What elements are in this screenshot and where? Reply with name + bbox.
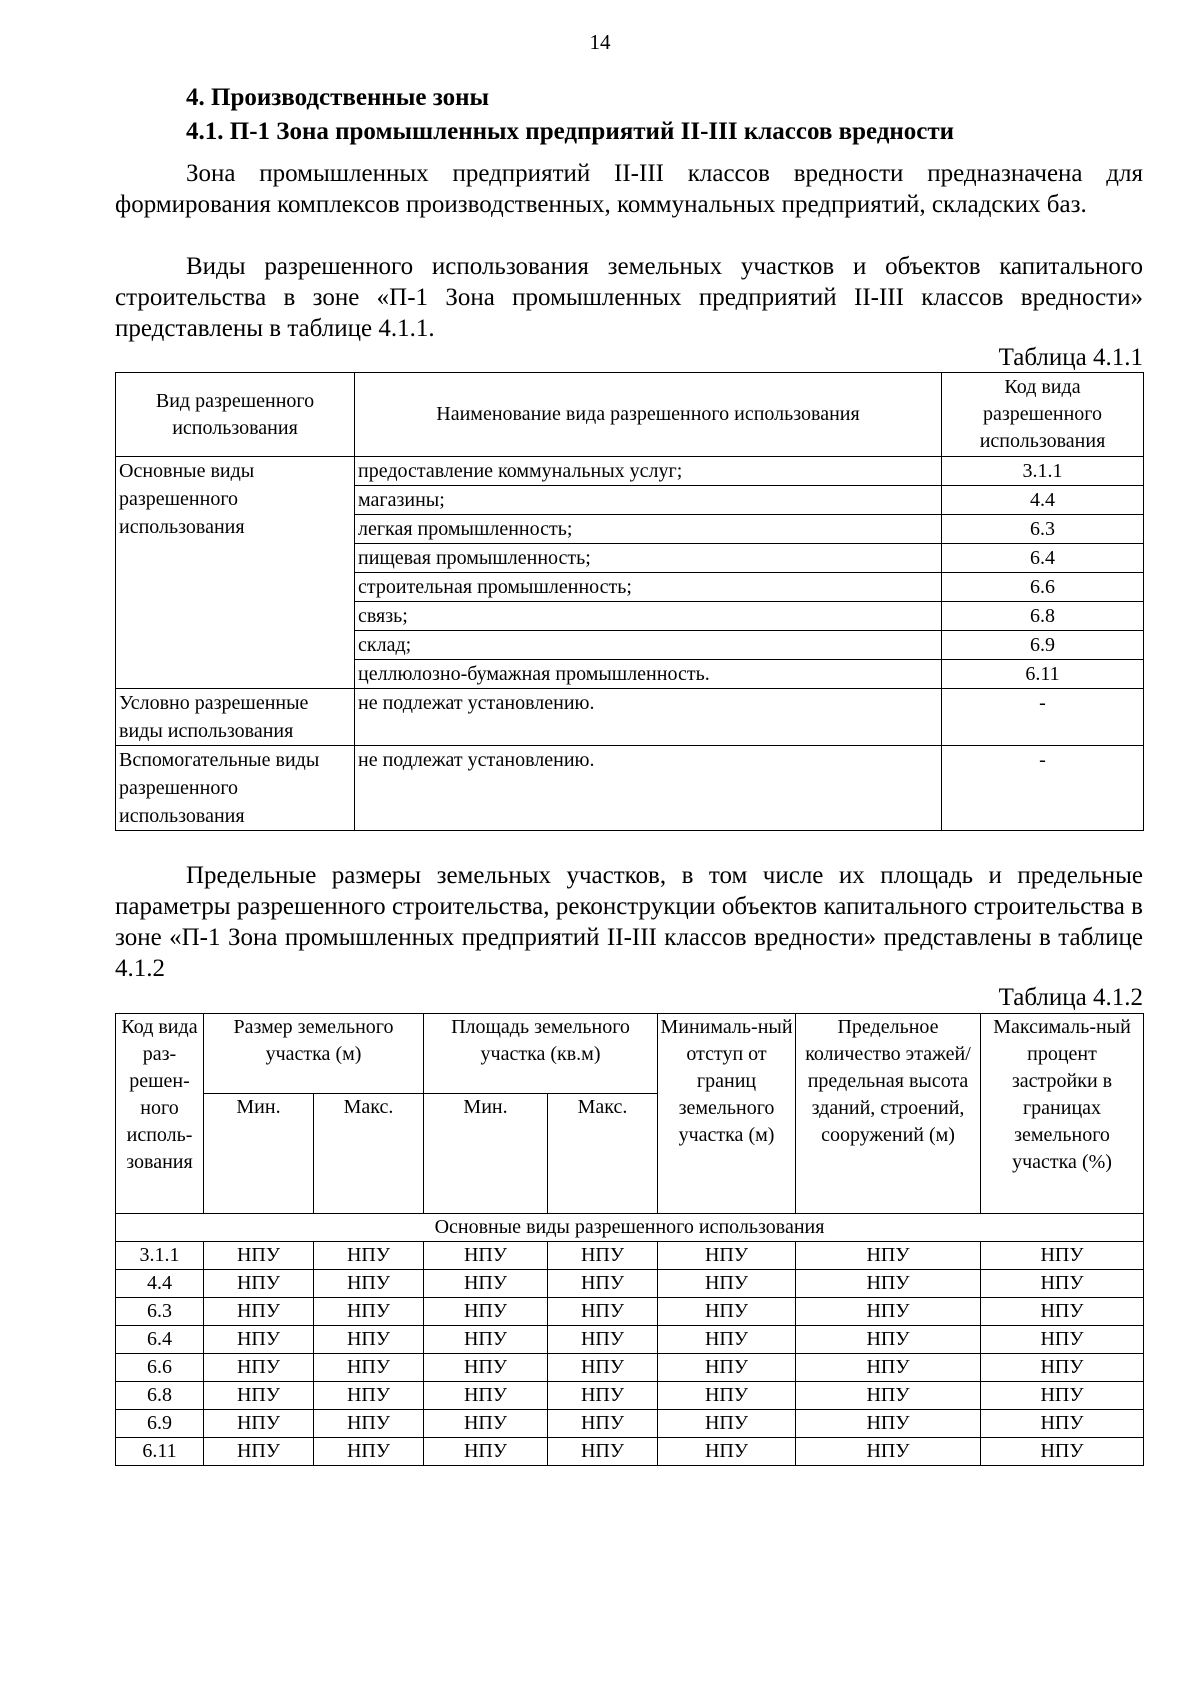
row-value: НПУ — [314, 1438, 424, 1466]
row-value: НПУ — [658, 1354, 796, 1382]
table-row — [116, 1326, 1144, 1354]
table-row — [116, 457, 1144, 486]
row-value: НПУ — [658, 1270, 796, 1298]
row-value: НПУ — [981, 1382, 1144, 1410]
header-use-name: Наименование вида разрешенного использования — [355, 373, 942, 457]
row-value: НПУ — [314, 1326, 424, 1354]
row-value: НПУ — [548, 1438, 658, 1466]
row-value: НПУ — [658, 1326, 796, 1354]
use-name: связь; — [355, 602, 942, 631]
use-name: склад; — [355, 631, 942, 660]
row-value: НПУ — [796, 1438, 981, 1466]
row-value: НПУ — [796, 1354, 981, 1382]
row-value: НПУ — [204, 1298, 314, 1326]
header-use-type: Вид разрешенного использования — [116, 373, 355, 457]
table1-caption: Таблица 4.1.1 — [998, 344, 1143, 371]
row-value: НПУ — [424, 1242, 548, 1270]
table-row — [116, 1354, 1144, 1382]
header-coverage: Максималь-ный процент застройки в границах земельного участка (%) — [981, 1014, 1144, 1214]
row-value: НПУ — [981, 1354, 1144, 1382]
row-value: НПУ — [658, 1298, 796, 1326]
header-size-min: Мин. — [204, 1094, 314, 1214]
use-name: пищевая промышленность; — [355, 544, 942, 573]
conditional-uses-label: Условно разрешенные виды использования — [116, 689, 355, 746]
header-plot-size: Размер земельного участка (м) — [204, 1014, 424, 1094]
row-value: НПУ — [424, 1354, 548, 1382]
subsection-heading: 4.1. П-1 Зона промышленных предприятий II-III классов вредности — [186, 118, 955, 145]
row-value: НПУ — [424, 1382, 548, 1410]
row-code: 6.11 — [116, 1438, 204, 1466]
row-value: НПУ — [548, 1270, 658, 1298]
use-name: магазины; — [355, 486, 942, 515]
row-value: НПУ — [548, 1242, 658, 1270]
row-value: НПУ — [796, 1410, 981, 1438]
table2-caption: Таблица 4.1.2 — [998, 984, 1143, 1011]
header-size-max: Макс. — [314, 1094, 424, 1214]
use-name: целлюлозно-бумажная промышленность. — [355, 660, 942, 689]
row-value: НПУ — [314, 1382, 424, 1410]
header-area-max: Макс. — [548, 1094, 658, 1214]
header-code: Код вида раз-решен-ного исполь-зования — [116, 1014, 204, 1214]
row-code: 6.8 — [116, 1382, 204, 1410]
use-code: 6.8 — [942, 602, 1144, 631]
row-value: НПУ — [796, 1270, 981, 1298]
row-value: НПУ — [204, 1242, 314, 1270]
page-number: 14 — [589, 30, 611, 54]
main-uses-label: Основные виды разрешенного использования — [116, 457, 355, 689]
row-value: НПУ — [204, 1326, 314, 1354]
table-row — [116, 1382, 1144, 1410]
row-code: 6.4 — [116, 1326, 204, 1354]
row-value: НПУ — [981, 1242, 1144, 1270]
row-value: НПУ — [658, 1242, 796, 1270]
header-plot-area: Площадь земельного участка (кв.м) — [424, 1014, 658, 1094]
row-value: НПУ — [796, 1242, 981, 1270]
row-value: НПУ — [204, 1354, 314, 1382]
row-value: НПУ — [204, 1270, 314, 1298]
auxiliary-uses-label: Вспомогательные виды разрешенного использования — [116, 746, 355, 831]
table-row — [116, 746, 1144, 831]
section-row: Основные виды разрешенного использования — [116, 1214, 1144, 1242]
header-floors: Предельное количество этажей/ предельная высота зданий, строений, сооружений (м) — [796, 1014, 981, 1214]
use-code: 6.3 — [942, 515, 1144, 544]
row-value: НПУ — [981, 1298, 1144, 1326]
intro-paragraph: Зона промышленных предприятий II-III классов вредности предназначена для формирования комплексов производственных, коммунальных предприятий, складских баз. — [115, 160, 1143, 218]
table2-intro-paragraph: Предельные размеры земельных участков, в том числе их площадь и предельные параметры разрешенного строительства, реконструкции объектов капитального строительства в зоне «П-1 Зона промышленных предприятий II-III классов вредности» представлены в таблице 4.1.2 — [115, 862, 1143, 982]
row-value: НПУ — [204, 1438, 314, 1466]
use-code: 6.9 — [942, 631, 1144, 660]
use-code: 3.1.1 — [942, 457, 1144, 486]
row-value: НПУ — [548, 1326, 658, 1354]
table-row — [116, 1298, 1144, 1326]
row-value: НПУ — [981, 1270, 1144, 1298]
row-value: НПУ — [658, 1382, 796, 1410]
table-row — [116, 1270, 1144, 1298]
row-code: 3.1.1 — [116, 1242, 204, 1270]
permitted-use-table — [115, 372, 1144, 831]
use-code: 6.6 — [942, 573, 1144, 602]
row-value: НПУ — [314, 1354, 424, 1382]
header-setback: Минималь-ный отступ от границ земельного участка (м) — [658, 1014, 796, 1214]
use-code: 6.4 — [942, 544, 1144, 573]
row-value: НПУ — [424, 1438, 548, 1466]
row-value: НПУ — [424, 1410, 548, 1438]
row-value: НПУ — [796, 1382, 981, 1410]
row-code: 6.9 — [116, 1410, 204, 1438]
row-value: НПУ — [548, 1298, 658, 1326]
table-row — [116, 689, 1144, 746]
row-value: НПУ — [548, 1410, 658, 1438]
use-name: не подлежат установлению. — [355, 746, 942, 831]
row-value: НПУ — [981, 1410, 1144, 1438]
row-value: НПУ — [981, 1438, 1144, 1466]
use-code: - — [942, 689, 1144, 746]
parameters-table — [115, 1013, 1144, 1466]
row-value: НПУ — [796, 1298, 981, 1326]
header-area-min: Мин. — [424, 1094, 548, 1214]
row-value: НПУ — [548, 1382, 658, 1410]
row-value: НПУ — [658, 1438, 796, 1466]
row-value: НПУ — [424, 1298, 548, 1326]
header-use-code: Код вида разрешенного использования — [942, 373, 1144, 457]
row-code: 4.4 — [116, 1270, 204, 1298]
section-heading: 4. Производственные зоны — [186, 84, 490, 111]
row-value: НПУ — [314, 1298, 424, 1326]
row-value: НПУ — [658, 1410, 796, 1438]
row-value: НПУ — [204, 1382, 314, 1410]
row-value: НПУ — [796, 1326, 981, 1354]
use-name: строительная промышленность; — [355, 573, 942, 602]
row-value: НПУ — [424, 1270, 548, 1298]
table-row — [116, 1438, 1144, 1466]
use-name: не подлежат установлению. — [355, 689, 942, 746]
row-value: НПУ — [314, 1410, 424, 1438]
table-row — [116, 1242, 1144, 1270]
row-value: НПУ — [314, 1242, 424, 1270]
use-code: - — [942, 746, 1144, 831]
row-code: 6.6 — [116, 1354, 204, 1382]
row-value: НПУ — [548, 1354, 658, 1382]
use-name: предоставление коммунальных услуг; — [355, 457, 942, 486]
row-value: НПУ — [204, 1410, 314, 1438]
row-value: НПУ — [424, 1326, 548, 1354]
row-value: НПУ — [981, 1326, 1144, 1354]
row-value: НПУ — [314, 1270, 424, 1298]
row-code: 6.3 — [116, 1298, 204, 1326]
table-row — [116, 1410, 1144, 1438]
use-name: легкая промышленность; — [355, 515, 942, 544]
table1-intro-paragraph: Виды разрешенного использования земельных участков и объектов капитального строительства в зоне «П-1 Зона промышленных предприятий II-III классов вредности» представлены в таблице 4.1.1. — [115, 253, 1143, 342]
use-code: 4.4 — [942, 486, 1144, 515]
use-code: 6.11 — [942, 660, 1144, 689]
